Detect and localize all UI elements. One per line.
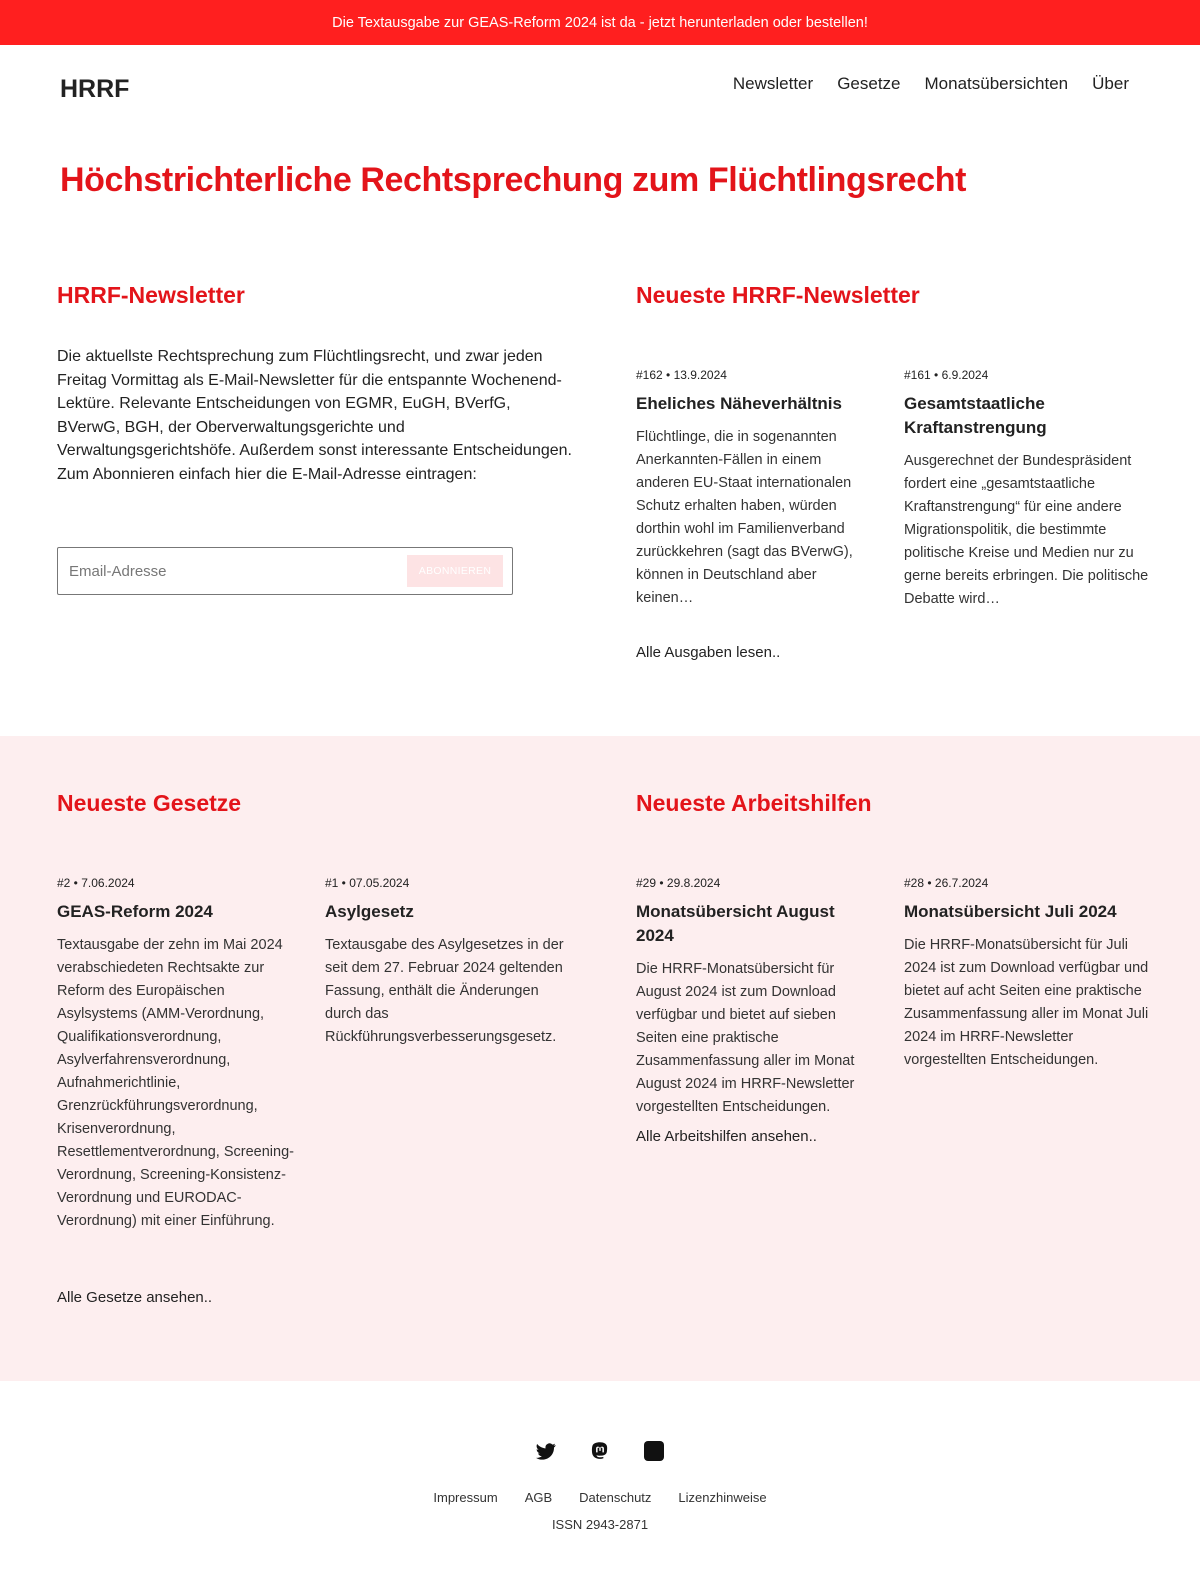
tool-card <box>636 876 876 1119</box>
announcement-bar <box>0 0 1200 45</box>
twitter-icon[interactable] <box>536 1441 556 1461</box>
all-laws-link[interactable]: Alle Gesetze ansehen.. <box>57 1289 213 1306</box>
law-card <box>325 876 570 1049</box>
subscribe-form <box>57 547 513 595</box>
footer-link-impressum[interactable]: Impressum <box>433 1490 498 1505</box>
all-newsletters-link[interactable]: Alle Ausgaben lesen.. <box>636 644 781 661</box>
law-description: Textausgabe des Asylgesetzes in der seit dem 27. Februar 2024 geltenden Fassung, enthält die Änderungen durch das Rückführungsverbesserungsgesetz. <box>325 937 564 1045</box>
subscribe-button[interactable]: ABONNIEREN <box>407 555 503 587</box>
mastodon-icon[interactable] <box>590 1441 610 1461</box>
law-title-link[interactable]: Asylgesetz <box>325 902 414 921</box>
issn-text: ISSN 2943-2871 <box>551 1517 649 1532</box>
newsletter-meta: #161 • 6.9.2024 <box>904 368 989 382</box>
newsletter-card <box>636 368 876 610</box>
email-input[interactable] <box>59 549 399 593</box>
footer-link-datenschutz[interactable]: Datenschutz <box>579 1490 652 1505</box>
newsletter-intro: Die aktuellste Rechtsprechung zum Flüchtlingsrecht, und zwar jeden Freitag Vormittag als E-Mail-Newsletter für die entspannte Wochenend-Lektüre. Relevante Entscheidungen von EGMR, EuGH, BVerfG, BVerwG, BGH, der Oberverwaltungsgerichte und Verwaltungsgerichtshöfe. Außerdem sonst interessante Entscheidungen. Zum Abonnieren einfach hier die E-Mail-Adresse eintragen: <box>57 348 572 483</box>
newsletter-heading: HRRF-Newsletter <box>57 282 245 308</box>
latest-newsletters-heading: Neueste HRRF-Newsletter <box>636 282 920 308</box>
laws-heading: Neueste Gesetze <box>57 790 242 816</box>
newsletter-title-link[interactable]: Eheliches Näheverhältnis <box>636 394 842 413</box>
nav-newsletter[interactable]: Newsletter <box>732 74 814 93</box>
social-links <box>0 1441 1200 1461</box>
tools-heading: Neueste Arbeitshilfen <box>636 790 872 816</box>
bluesky-icon[interactable] <box>644 1441 664 1461</box>
tool-meta: #29 • 29.8.2024 <box>636 876 721 890</box>
newsletter-card <box>904 368 1149 611</box>
law-meta: #1 • 07.05.2024 <box>325 876 410 890</box>
nav-ueber[interactable]: Über <box>1092 74 1129 93</box>
nav-monatsuebersichten[interactable]: Monatsübersichten <box>924 74 1069 93</box>
tool-card <box>904 876 1149 1072</box>
law-description: Textausgabe der zehn im Mai 2024 verabschiedeten Rechtsakte zur Reform des Europäischen Asylsystems (AMM-Verordnung, Qualifikationsverordnung, Asylverfahrensverordnung, Aufnahmerichtlinie, Grenzrückführungsverordnung, Krisenverordnung, Resettlementverordnung, Screening-Verordnung, Screening-Konsistenz-Verordnung und EURODAC-Verordnung) mit einer Einführung. <box>57 937 294 1229</box>
all-tools-link[interactable]: Alle Arbeitshilfen ansehen.. <box>636 1128 817 1145</box>
footer-link-lizenzhinweise[interactable]: Lizenzhinweise <box>678 1490 767 1505</box>
announcement-link[interactable]: Die Textausgabe zur GEAS-Reform 2024 ist da - jetzt herunterladen oder bestellen! <box>332 14 868 31</box>
nav-gesetze[interactable]: Gesetze <box>837 74 901 93</box>
law-title-link[interactable]: GEAS-Reform 2024 <box>57 902 213 921</box>
newsletter-title-link[interactable]: Gesamtstaatliche Kraftanstrengung <box>904 394 1047 437</box>
footer-links <box>0 1490 1200 1505</box>
newsletter-meta: #162 • 13.9.2024 <box>636 368 727 382</box>
tool-meta: #28 • 26.7.2024 <box>904 876 989 890</box>
tool-description: Die HRRF-Monatsübersicht für Juli 2024 ist zum Download verfügbar und bietet auf acht Seiten eine praktische Zusammenfassung aller im Monat Juli 2024 im HRRF-Newsletter vorgestellten Entscheidungen. <box>904 937 1149 1068</box>
page-title: Höchstrichterliche Rechtsprechung zum Flüchtlingsrecht <box>60 161 966 199</box>
tool-title-link[interactable]: Monatsübersicht August 2024 <box>636 902 835 945</box>
site-header <box>0 45 1200 145</box>
footer-link-agb[interactable]: AGB <box>524 1490 553 1505</box>
main-nav <box>733 74 1129 94</box>
tool-description: Die HRRF-Monatsübersicht für August 2024 ist zum Download verfügbar und bietet auf sieben Seiten eine praktische Zusammenfassung aller im Monat August 2024 im HRRF-Newsletter vorgestellten Entscheidungen. <box>636 961 855 1115</box>
newsletter-excerpt: Flüchtlinge, die in sogenannten Anerkannten-Fällen in einem anderen EU-Staat internationalen Schutz erhalten haben, würden dorthin wohl im Familienverband zurückkehren (sagt das BVerwG), können in Deutschland aber keinen… <box>636 429 853 606</box>
tool-title-link[interactable]: Monatsübersicht Juli 2024 <box>904 902 1117 921</box>
site-logo[interactable]: HRRF <box>60 75 130 103</box>
newsletter-excerpt: Ausgerechnet der Bundespräsident fordert eine „gesamtstaatliche Kraftanstrengung“ für eine andere Migrationspolitik, die bestimmte politische Kreise und Medien nur zu gerne bereits erbringen. Die politische Debatte wird… <box>904 453 1149 607</box>
law-card <box>57 876 297 1233</box>
law-meta: #2 • 7.06.2024 <box>57 876 135 890</box>
